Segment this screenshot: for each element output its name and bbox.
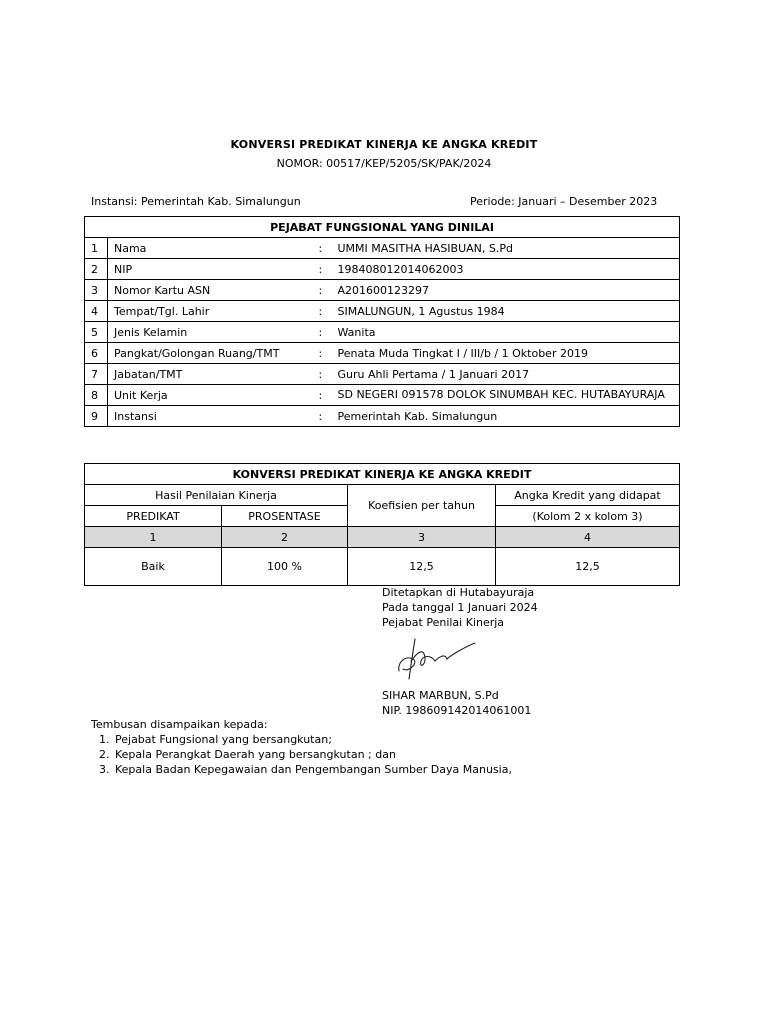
row-label: Nama — [108, 238, 315, 259]
row-colon: : — [315, 259, 332, 280]
row-number: 5 — [85, 322, 108, 343]
table-row — [85, 280, 680, 301]
tembusan-heading: Tembusan disampaikan kepada: — [91, 718, 268, 731]
row-number: 2 — [85, 259, 108, 280]
angka-kredit-header: Angka Kredit yang didapat — [496, 485, 680, 506]
list-item: 2. Kepala Perangkat Daerah yang bersangkutan ; dan — [113, 747, 512, 762]
predikat-value: Baik — [85, 548, 222, 586]
row-value: UMMI MASITHA HASIBUAN, S.Pd — [332, 238, 680, 259]
row-colon: : — [315, 364, 332, 385]
row-value: Pemerintah Kab. Simalungun — [332, 406, 680, 427]
hasil-penilaian-header: Hasil Penilaian Kinerja — [85, 485, 348, 506]
list-item: 3. Kepala Badan Kepegawaian dan Pengembangan Sumber Daya Manusia, — [113, 762, 512, 777]
prosentase-value: 100 % — [222, 548, 348, 586]
column-number-row — [85, 527, 680, 548]
handwritten-signature — [395, 633, 485, 681]
pejabat-section-title: PEJABAT FUNGSIONAL YANG DINILAI — [85, 217, 680, 238]
signature-role: Pejabat Penilai Kinerja — [382, 616, 505, 629]
row-colon: : — [315, 301, 332, 322]
row-number: 1 — [85, 238, 108, 259]
signer-block — [382, 688, 531, 718]
table-row — [85, 238, 680, 259]
table-row — [85, 385, 680, 406]
row-number: 7 — [85, 364, 108, 385]
signer-name: SIHAR MARBUN, S.Pd — [382, 689, 499, 702]
konversi-section-title: KONVERSI PREDIKAT KINERJA KE ANGKA KREDIT — [85, 464, 680, 485]
koefisien-value: 12,5 — [348, 548, 496, 586]
table-row — [85, 343, 680, 364]
document-title: KONVERSI PREDIKAT KINERJA KE ANGKA KREDIT — [230, 138, 538, 151]
row-value: Wanita — [332, 322, 680, 343]
table-row — [85, 364, 680, 385]
column-number: 1 — [85, 527, 222, 548]
row-label: Unit Kerja — [108, 385, 315, 406]
signer-nip: NIP. 198609142014061001 — [382, 704, 532, 717]
pejabat-table — [84, 216, 680, 427]
row-number: 3 — [85, 280, 108, 301]
row-label: Nomor Kartu ASN — [108, 280, 315, 301]
row-colon: : — [315, 322, 332, 343]
table-row — [85, 406, 680, 427]
document-number: NOMOR: 00517/KEP/5205/SK/PAK/2024 — [276, 157, 492, 170]
row-label: Jenis Kelamin — [108, 322, 315, 343]
row-number: 4 — [85, 301, 108, 322]
prosentase-header: PROSENTASE — [222, 506, 348, 527]
table-row — [85, 259, 680, 280]
row-colon: : — [315, 385, 332, 406]
row-number: 6 — [85, 343, 108, 364]
value-row — [85, 548, 680, 586]
table-row — [85, 301, 680, 322]
row-label: Pangkat/Golongan Ruang/TMT — [108, 343, 315, 364]
table-row — [85, 322, 680, 343]
tembusan-block — [91, 717, 512, 777]
signature-date: Pada tanggal 1 Januari 2024 — [382, 601, 538, 614]
row-value: A201600123297 — [332, 280, 680, 301]
row-value: Penata Muda Tingkat I / III/b / 1 Oktober 2019 — [332, 343, 680, 364]
column-number: 2 — [222, 527, 348, 548]
koefisien-header: Koefisien per tahun — [348, 485, 496, 527]
angka-kredit-value: 12,5 — [496, 548, 680, 586]
angka-kredit-subheader: (Kolom 2 x kolom 3) — [496, 506, 680, 527]
periode-line: Periode: Januari – Desember 2023 — [470, 195, 658, 208]
instansi-line: Instansi: Pemerintah Kab. Simalungun — [91, 195, 301, 208]
row-label: Instansi — [108, 406, 315, 427]
column-number: 4 — [496, 527, 680, 548]
row-value: Guru Ahli Pertama / 1 Januari 2017 — [332, 364, 680, 385]
row-value: 198408012014062003 — [332, 259, 680, 280]
list-item: 1. Pejabat Fungsional yang bersangkutan; — [113, 732, 512, 747]
row-colon: : — [315, 280, 332, 301]
predikat-header: PREDIKAT — [85, 506, 222, 527]
row-label: Tempat/Tgl. Lahir — [108, 301, 315, 322]
row-label: NIP — [108, 259, 315, 280]
tembusan-list — [91, 732, 512, 777]
signature-block — [382, 585, 538, 630]
konversi-table — [84, 463, 680, 586]
row-number: 9 — [85, 406, 108, 427]
row-colon: : — [315, 238, 332, 259]
row-colon: : — [315, 343, 332, 364]
row-value: SD NEGERI 091578 DOLOK SINUMBAH KEC. HUTABAYURAJA — [332, 385, 680, 406]
column-number: 3 — [348, 527, 496, 548]
row-label: Jabatan/TMT — [108, 364, 315, 385]
row-value: SIMALUNGUN, 1 Agustus 1984 — [332, 301, 680, 322]
signature-place: Ditetapkan di Hutabayuraja — [382, 586, 535, 599]
row-colon: : — [315, 406, 332, 427]
row-number: 8 — [85, 385, 108, 406]
